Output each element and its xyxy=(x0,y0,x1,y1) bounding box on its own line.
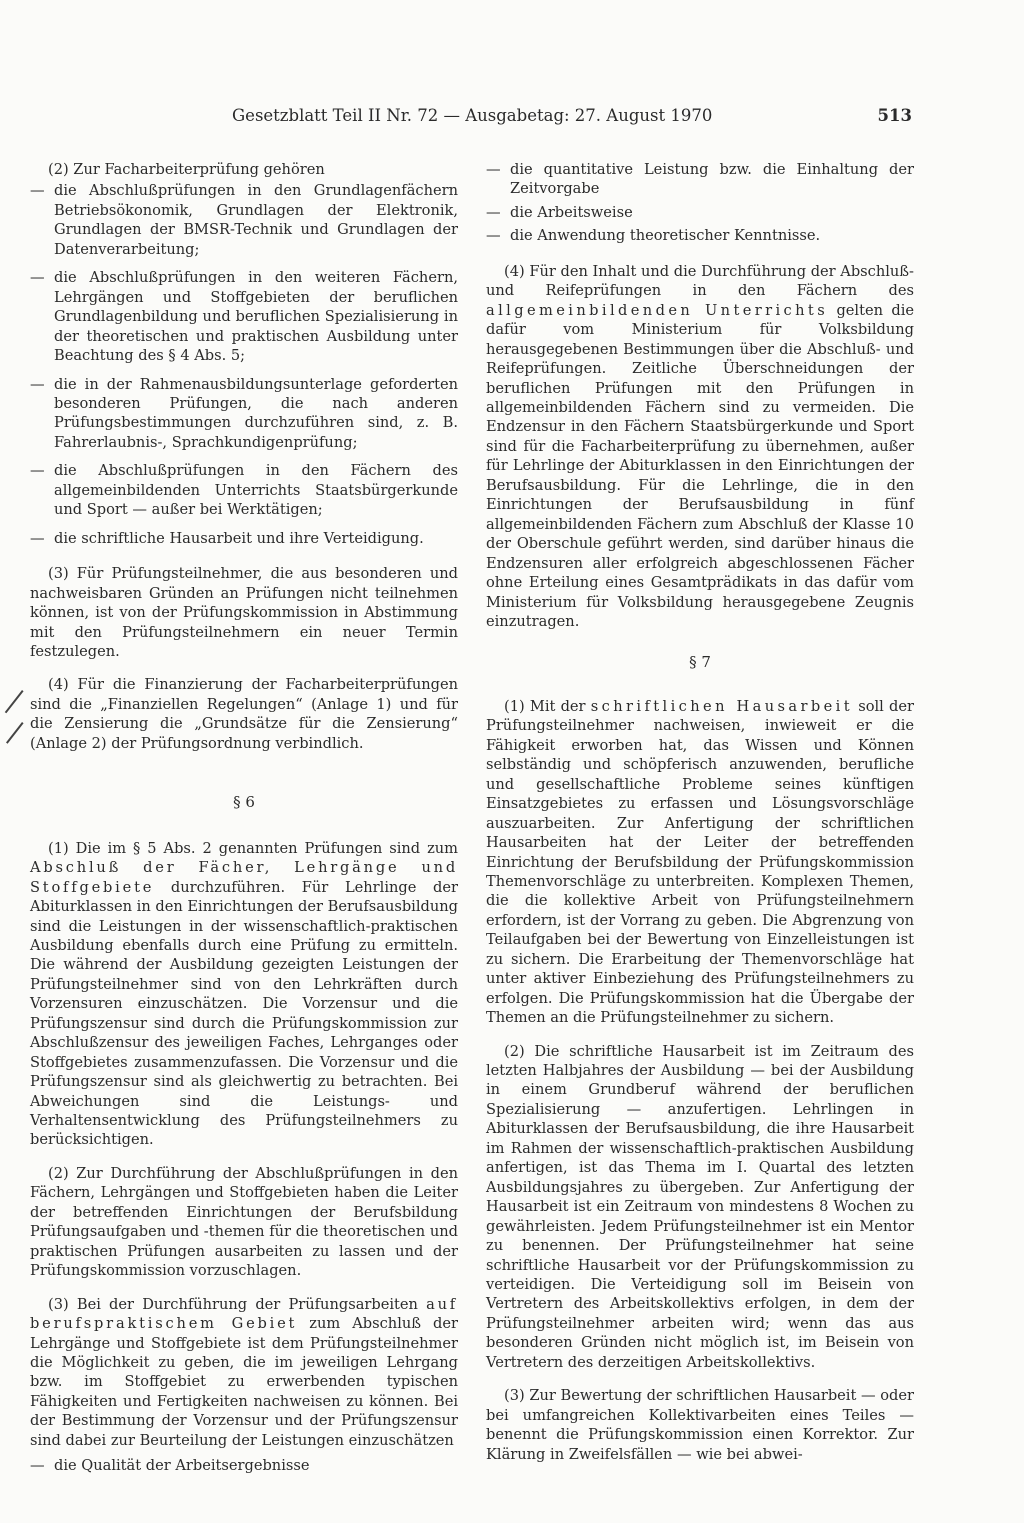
dash-marker: — xyxy=(486,227,501,245)
section-6-paragraph-2: (2) Zur Durchführung der Abschlußprüfungen in den Fächern, Lehrgängen und Stoffgebieten haben die Leiter der betreffenden Einrichtungen der Berufsbildung Prüfungsaufgaben und -themen für die theoretischen und praktischen Prüfungen ausarbeiten zu lassen und der Prüfungskommission vorzuschlagen. xyxy=(30,1164,458,1280)
dash-marker: — xyxy=(30,529,45,547)
list-item xyxy=(30,529,458,548)
section-6-paragraph-1 xyxy=(30,839,458,1150)
list-item-text: die in der Rahmenausbildungsunterlage geforderten besonderen Prüfungen, die nach anderen Prüfungsbestimmungen durchzuführen sind, z. B. Fahrerlaubnis-, Sprachkundigenprüfung; xyxy=(54,375,458,451)
list-item xyxy=(30,375,458,453)
text-run: (1) Die im § 5 Abs. 2 genannten Prüfungen sind zum xyxy=(48,839,458,857)
text-run: gelten die dafür vom Ministerium für Volksbildung herausgegebenen Bestimmungen über die Abschluß- und Reifeprüfungen. Zeitliche Überschneidungen der beruflichen Prüfungen mit den Prüfungen in allgemeinbildenden Fächern sind zu vermeiden. Die Endzensur in den Fächern Staatsbürgerkunde und Sport sind für die Facharbeiterprüfung zu übernehmen, außer für Lehrlinge der Abiturklassen in den Einrichtungen der Berufsausbildung. Für die Lehrlinge, die in den Einrichtungen der Berufsausbildung in fünf allgemeinbildenden Fächern zum Abschluß der Klasse 10 der Oberschule geführt werden, sind darüber hinaus die Endzensuren aller erfolgreich abgeschlossenen Fächer ohne Erteilung eines Gesamtprädikats in das dafür vom Ministerium für Volksbildung herausgegebene Zeugnis einzutragen. xyxy=(486,301,914,630)
list-item-text: die Arbeitsweise xyxy=(510,203,633,221)
section-7-paragraph-3: (3) Zur Bewertung der schriftlichen Hausarbeit — oder bei umfangreichen Kollektivarbeiten eines Teiles — benennt die Prüfungskommission einen Korrektor. Zur Klärung in Zweifelsfällen — wie bei abwei- xyxy=(486,1387,914,1463)
list-item-text: die Abschlußprüfungen in den Fächern des allgemeinbildenden Unterrichts Staatsbürgerkunde und Sport — außer bei Werktätigen; xyxy=(54,462,458,519)
emphasized-text: schriftlichen Hausarbeit xyxy=(590,697,853,715)
list-item-text: die Anwendung theoretischer Kenntnisse. xyxy=(510,227,821,245)
dash-marker: — xyxy=(30,375,45,393)
list-item-text: die quantitative Leistung bzw. die Einhaltung der Zeitvorgabe xyxy=(510,161,914,198)
dash-marker: — xyxy=(30,462,45,480)
list-item xyxy=(486,226,914,245)
list-item-text: die schriftliche Hausarbeit und ihre Verteidigung. xyxy=(54,529,424,547)
section-7-paragraph-1 xyxy=(486,697,914,1028)
list-item xyxy=(486,203,914,222)
list-item-text: die Abschlußprüfungen in den weiteren Fächern, Lehrgängen und Stoffgebieten der beruflichen Grundlagenbildung und beruflichen Spezialisierung in der theoretischen und praktischen Ausbildung unter Beachtung des § 4 Abs. 5; xyxy=(54,269,458,365)
list-item xyxy=(486,160,914,199)
list-item xyxy=(30,1456,458,1475)
section-heading-7: § 7 xyxy=(689,653,711,672)
emphasized-text: allgemeinbildenden Unterrichts xyxy=(486,301,829,319)
text-run: soll der Prüfungsteilnehmer nachweisen, inwieweit er die Fähigkeit erworben hat, das Wissen und Können selbständig und schöpferisch anzuwenden, berufliche und gesellschaftliche Probleme seines künftigen Einsatzgebietes zu erfassen und Lösungsvorschläge auszuarbeiten. Zur Anfertigung der schriftlichen Hausarbeiten hat der Leiter der betreffenden Einrichtung der Berufsbildung der Prüfungskommission Themenvorschläge zu unterbreiten. Komplexen Themen, die die kollektive Arbeit von Prüfungsteilnehmern erfordern, ist der Vorrang zu geben. Die Abgrenzung von Teilaufgaben bei der Bewertung von Einzelleistungen ist zu sichern. Die Erarbeitung der Themenvorschläge hat unter aktiver Einbeziehung des Prüfungsteilnehmers zu erfolgen. Die Prüfungskommission hat die Übergabe der Themen an die Prüfungsteilnehmer zu sichern. xyxy=(486,697,914,1027)
dash-marker: — xyxy=(30,1457,45,1475)
text-run: (4) Für den Inhalt und die Durchführung der Abschluß- und Reifeprüfungen in den Fächern des xyxy=(486,262,914,300)
list-item-text: die Abschlußprüfungen in den Grundlagenfächern Betriebsökonomik, Grundlagen der Elektronik, Grundlagen der BMSR-Technik und Grundlagen der Datenverarbeitung; xyxy=(54,182,458,258)
list-item xyxy=(30,268,458,365)
list-item xyxy=(30,461,458,519)
section-6-paragraph-3 xyxy=(30,1295,458,1451)
margin-pen-mark xyxy=(5,690,23,713)
text-run: (3) Bei der Durchführung der Prüfungsarbeiten xyxy=(48,1295,418,1313)
text-run: durchzuführen. Für Lehrlinge der Abiturklassen in den Einrichtungen der Berufsausbildung sind die Leistungen in der wissenschaftlich-praktischen Ausbildung ebenfalls durch eine Prüfung zu ermitteln. Die während der Ausbildung gezeigten Leistungen der Prüfungsteilnehmer sind von den Lehrkräften durch Vorzensuren einzuschätzen. Die Vorzensur und die Prüfungszensur sind durch die Prüfungskommission zur Abschlußzensur des jeweiligen Faches, Lehrganges oder Stoffgebietes zusammenzufassen. Die Vorzensur und die Prüfungszensur sind als gleichwertig zu betrachten. Bei Abweichungen sind die Leistungs- und Verhaltensentwicklung des Prüfungsteilnehmers zu berücksichtigen. xyxy=(30,878,459,1149)
page-header xyxy=(232,106,912,132)
paragraph-2-intro: (2) Zur Facharbeiterprüfung gehören xyxy=(48,161,325,178)
page-number: 513 xyxy=(877,106,912,125)
dash-marker: — xyxy=(30,182,45,200)
list-item xyxy=(30,181,458,259)
paragraph-4-right xyxy=(486,262,914,632)
emphasized-text: auf berufspraktischem Gebiet xyxy=(30,1295,459,1333)
list-item-text: die Qualität der Arbeitsergebnisse xyxy=(54,1457,310,1475)
left-column xyxy=(30,160,458,1480)
paragraph-4: (4) Für die Finanzierung der Facharbeiterprüfungen sind die „Finanziellen Regelungen“ (Anlage 1) und für die Zensierung die „Grundsätze für die Zensierung“ (Anlage 2) der Prüfungsordnung verbindlich. xyxy=(30,676,458,752)
right-column xyxy=(486,160,914,1478)
dash-marker: — xyxy=(30,269,45,287)
text-run: zum Abschluß der Lehrgänge und Stoffgebiete ist dem Prüfungsteilnehmer die Möglichkeit zu geben, die im jeweiligen Lehrgang bzw. im Stoffgebiet zu erwerbenden typischen Fähigkeiten und Fertigkeiten nachweisen zu können. Bei der Bestimmung der Vorzensur und der Prüfungszensur sind dabei zur Beurteilung der Leistungen einzuschätzen xyxy=(30,1315,459,1449)
dash-marker: — xyxy=(486,203,501,221)
gazette-title: Gesetzblatt Teil II Nr. 72 — Ausgabetag: 27. August 1970 xyxy=(232,106,713,125)
text-run: (1) Mit der xyxy=(504,697,586,715)
emphasized-text: Abschluß der Fächer, Lehrgänge und Stoffgebiete xyxy=(30,859,458,896)
dash-marker: — xyxy=(486,161,501,178)
margin-pen-mark xyxy=(6,722,23,743)
section-heading-6: § 6 xyxy=(233,793,255,812)
section-7-paragraph-2: (2) Die schriftliche Hausarbeit ist im Zeitraum des letzten Halbjahres der Ausbildung — bei der Ausbildung in einem Grundberuf während der beruflichen Spezialisierung — anzufertigen. Lehrlingen in Abiturklassen der Berufsausbildung, die ihre Hausarbeit im Rahmen der wissenschaftlich-praktischen Ausbildung anfertigen, ist das Thema im I. Quartal des letzten Ausbildungsjahres zu übergeben. Zur Anfertigung der Hausarbeit ist ein Zeitraum von mindestens 8 Wochen zu gewährleisten. Jedem Prüfungsteilnehmer ist ein Mentor zu benennen. Der Prüfungsteilnehmer hat seine schriftliche Hausarbeit vor der Prüfungskommission zu verteidigen. Die Verteidigung soll im Beisein von Vertretern des Arbeitskollektivs erfolgen, in dem der Prüfungsteilnehmer arbeiten wird; wenn das aus besonderen Gründen nicht möglich ist, im Beisein von Vertretern des derzeitigen Arbeitskollektivs. xyxy=(486,1042,914,1371)
paragraph-3: (3) Für Prüfungsteilnehmer, die aus besonderen und nachweisbaren Gründen an Prüfungen nicht teilnehmen können, ist von der Prüfungskommission in Abstimmung mit den Prüfungsteilnehmern ein neuer Termin festzulegen. xyxy=(30,565,458,660)
